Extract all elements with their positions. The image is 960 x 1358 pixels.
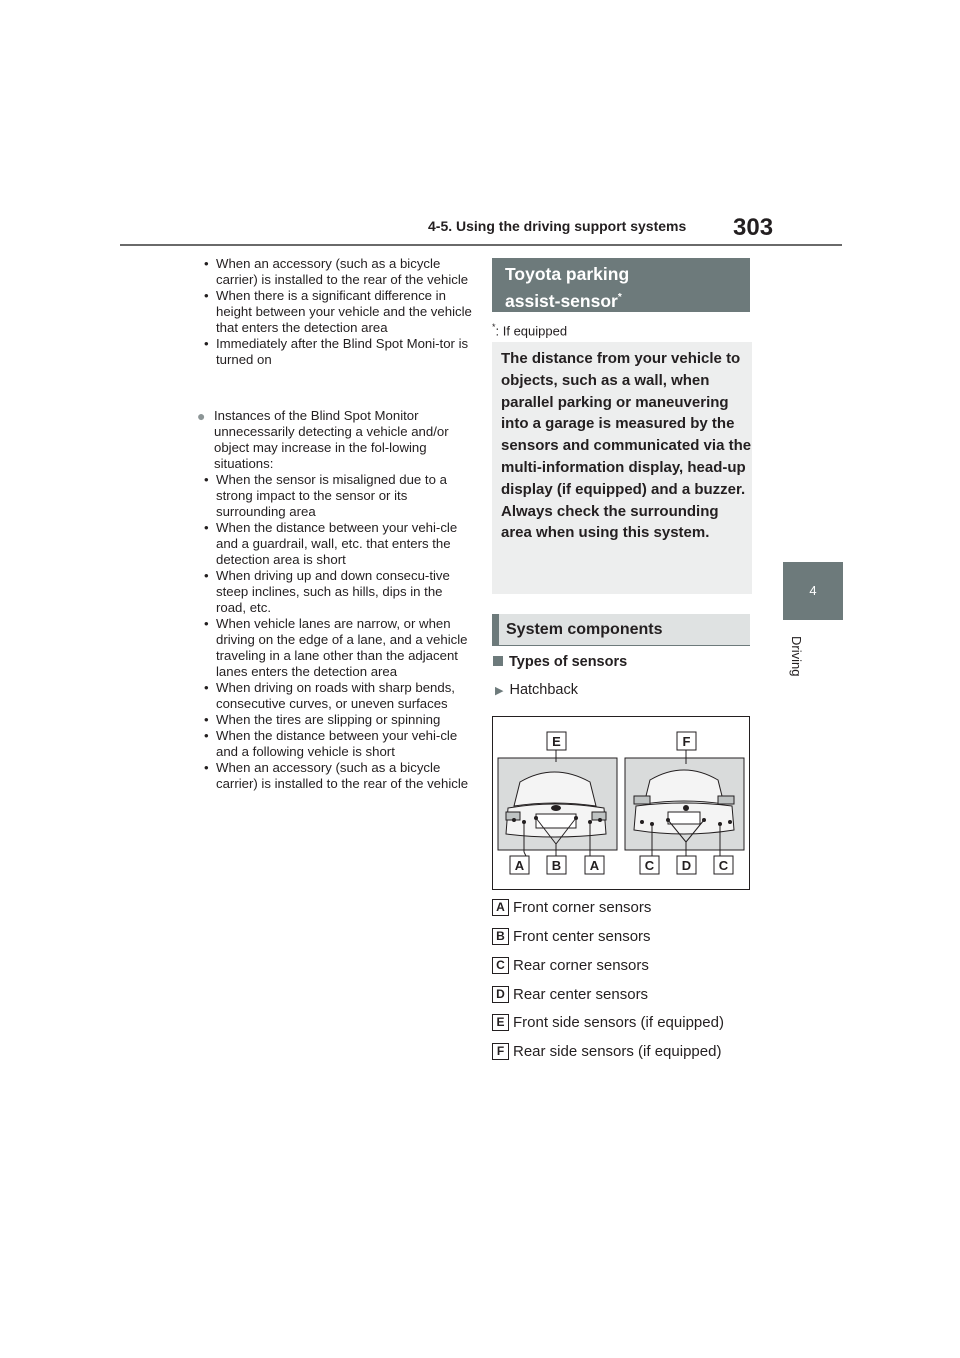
bullet-item: • When the distance between your vehi-cle and a guardrail, wall, etc. that enters the detection area is short — [202, 520, 474, 568]
footnote-asterisk: * — [492, 322, 496, 332]
legend-text: Rear side sensors (if equipped) — [513, 1043, 722, 1060]
bullet-item: • When the sensor is misaligned due to a strong impact to the sensor or its surrounding area — [202, 472, 474, 520]
bullet-list-bottom — [202, 472, 474, 792]
model-label — [495, 682, 578, 698]
legend-item — [492, 899, 651, 917]
rear-car-illustration — [625, 758, 744, 850]
types-heading — [493, 654, 627, 670]
heading-asterisk: * — [617, 292, 622, 303]
page-number: 303 — [733, 214, 774, 241]
model-label-text: Hatchback — [509, 682, 578, 698]
header-rule — [120, 244, 842, 246]
intro-box — [492, 342, 752, 594]
legend-letter: D — [492, 986, 509, 1003]
callout-A-left: A — [514, 858, 525, 873]
legend-letter: C — [492, 957, 509, 974]
callout-C-right: C — [718, 858, 729, 873]
bullet-item: • When the tires are slipping or spinning — [202, 712, 474, 728]
circle-item — [200, 408, 474, 472]
legend-item — [492, 1043, 721, 1061]
callout-D: D — [681, 858, 692, 873]
legend-letter: B — [492, 928, 509, 945]
callout-A-right: A — [589, 858, 600, 873]
types-heading-text: Types of sensors — [509, 654, 628, 670]
legend-text: Front corner sensors — [513, 899, 652, 916]
legend-item — [492, 957, 649, 975]
footnote-text: : If equipped — [495, 323, 568, 339]
sensor-diagram — [492, 716, 750, 890]
bullet-item: • Immediately after the Blind Spot Moni-tor is turned on — [202, 336, 474, 368]
section-heading — [492, 258, 750, 312]
legend-text: Rear center sensors — [513, 986, 649, 1003]
legend-item — [492, 1014, 724, 1032]
chapter-label: Driving — [789, 636, 804, 677]
components-rule — [492, 645, 750, 646]
bullet-item: • When driving up and down consecu-tive steep inclines, such as hills, dips in the road, etc. — [202, 568, 474, 616]
bullet-list-top — [202, 256, 474, 368]
legend-letter: F — [492, 1043, 509, 1060]
legend-text: Front center sensors — [513, 928, 651, 945]
bullet-item: • When the distance between your vehi-cle and a following vehicle is short — [202, 728, 474, 760]
front-car-illustration — [498, 758, 617, 850]
bullet-item: • When an accessory (such as a bicycle carrier) is installed to the rear of the vehicle — [202, 760, 474, 792]
legend-item — [492, 928, 651, 946]
bullet-item: • When driving on roads with sharp bends, consecutive curves, or uneven surfaces — [202, 680, 474, 712]
chapter-tab: 4 — [783, 562, 843, 620]
footnote — [492, 322, 567, 338]
section-heading-line1: Toyota parking — [505, 264, 630, 284]
circle-item-text: ● Instances of the Blind Spot Monitor unnecessarily detecting a vehicle and/or object may increase in the fol-lowing situations: — [200, 408, 474, 472]
bullet-item: • When vehicle lanes are narrow, or when driving on the edge of a lane, and a vehicle traveling in a lane other than the adjacent lanes enters the detection area — [202, 616, 474, 680]
legend-text: Rear corner sensors — [513, 957, 649, 974]
triangle-bullet-icon: ▶ — [495, 685, 504, 697]
callout-C-left: C — [644, 858, 655, 873]
section-title: 4-5. Using the driving support systems — [428, 218, 687, 234]
legend-item — [492, 986, 648, 1004]
callout-F: F — [682, 734, 691, 749]
square-bullet-icon — [493, 656, 503, 666]
callout-B: B — [551, 858, 562, 873]
intro-text: The distance from your vehicle to objects, such as a wall, when parallel parking or maneuvering into a garage is measured by the sensors and communicated via the multi-information display, head-up display (if equipped) and a buzzer. Always check the surrounding area when using this system. — [501, 350, 752, 542]
legend-letter: E — [492, 1014, 509, 1031]
components-heading: System components — [492, 614, 750, 645]
bullet-item: • When there is a significant difference in height between your vehicle and the vehicle that enters the detection area — [202, 288, 474, 336]
bullet-item: • When an accessory (such as a bicycle carrier) is installed to the rear of the vehicle — [202, 256, 474, 288]
section-heading-line2: assist-sensor* — [505, 290, 622, 311]
legend-text: Front side sensors (if equipped) — [513, 1014, 724, 1031]
legend-letter: A — [492, 899, 509, 916]
callout-E: E — [552, 734, 561, 749]
